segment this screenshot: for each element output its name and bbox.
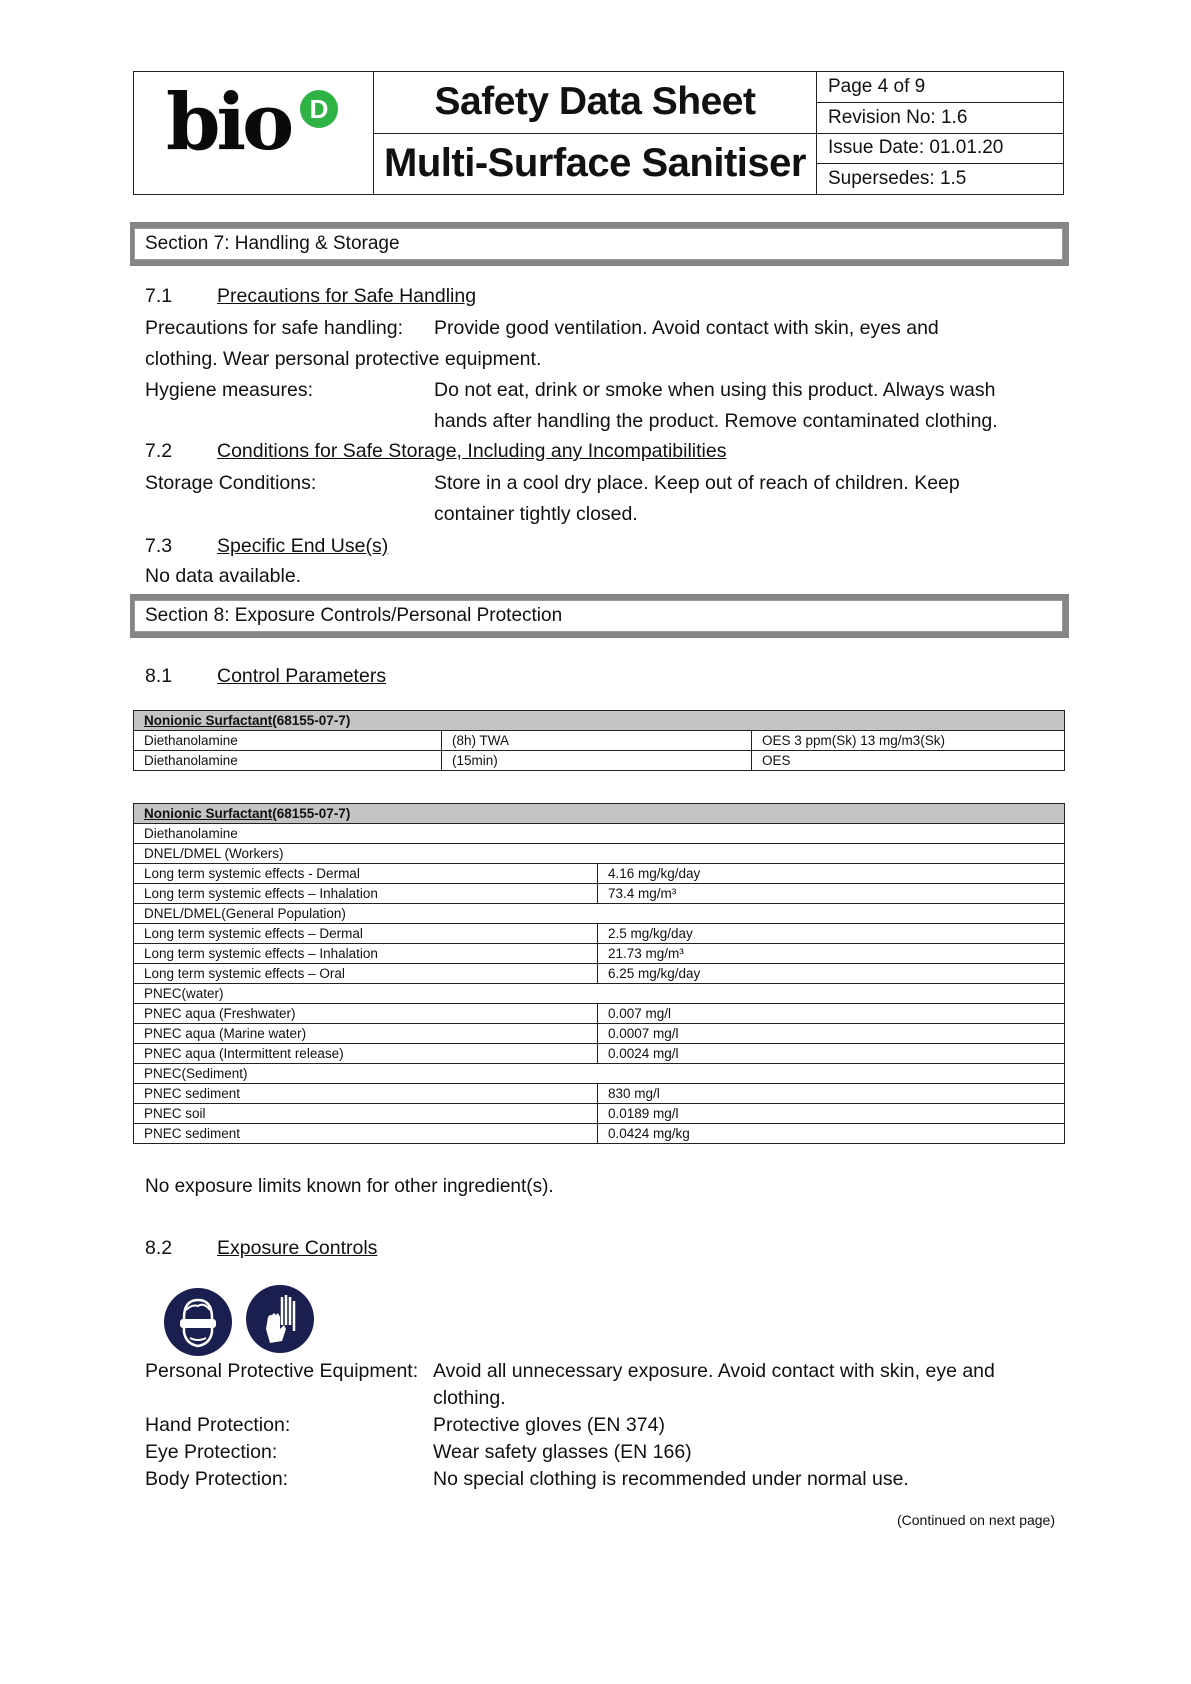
substance-name: Nonionic Surfactant — [144, 806, 273, 821]
section-8-bar — [130, 594, 1069, 638]
table-row — [134, 964, 1065, 984]
hand-protection-icon — [246, 1285, 314, 1353]
control-parameters-table — [133, 710, 1065, 771]
table-cell: (15min) — [442, 751, 752, 771]
table-cell: Diethanolamine — [134, 731, 442, 751]
eye-protection-label: Eye Protection: — [145, 1441, 278, 1463]
logo-badge: D — [300, 90, 338, 128]
table-cell: PNEC sediment — [134, 1084, 598, 1104]
table-header-row — [134, 711, 1065, 731]
table-cell: 6.25 mg/kg/day — [598, 964, 1065, 984]
storage-label: Storage Conditions: — [145, 472, 317, 494]
table-cell: PNEC aqua (Intermittent release) — [134, 1044, 598, 1064]
hygiene-label: Hygiene measures: — [145, 379, 313, 401]
issue-date: Issue Date: 01.01.20 — [817, 134, 1063, 165]
table-cell: 830 mg/l — [598, 1084, 1065, 1104]
subsection-7-2-number: 7.2 — [145, 440, 173, 462]
product-name: Multi-Surface Sanitiser — [384, 141, 806, 186]
table-header — [134, 711, 1065, 731]
table-cell: Diethanolamine — [134, 824, 1065, 844]
table-cell: 0.0024 mg/l — [598, 1044, 1065, 1064]
document-header — [133, 71, 1064, 195]
table-row — [134, 824, 1065, 844]
table-row — [134, 731, 1065, 751]
table-cell: Long term systemic effects – Inhalation — [134, 884, 598, 904]
table-header — [134, 804, 1065, 824]
storage-text-2: container tightly closed. — [434, 503, 638, 525]
handling-text-1: Provide good ventilation. Avoid contact with skin, eyes and — [434, 317, 939, 339]
section-7-title: Section 7: Handling & Storage — [134, 228, 1063, 260]
hand-protection-text: Protective gloves (EN 374) — [433, 1414, 665, 1436]
table-cell: (8h) TWA — [442, 731, 752, 751]
hygiene-text-1: Do not eat, drink or smoke when using this product. Always wash — [434, 379, 996, 401]
dnel-pnec-table — [133, 803, 1065, 1144]
table-row — [134, 1004, 1065, 1024]
page-number: Page 4 of 9 — [817, 72, 1063, 103]
table-cell: PNEC(Sediment) — [134, 1064, 1065, 1084]
table-header-row — [134, 804, 1065, 824]
ppe-label: Personal Protective Equipment: — [145, 1360, 419, 1382]
body-protection-text: No special clothing is recommended under normal use. — [433, 1468, 909, 1490]
substance-name: Nonionic Surfactant — [144, 713, 273, 728]
table-row — [134, 1024, 1065, 1044]
table-row — [134, 924, 1065, 944]
header-titles — [374, 72, 817, 194]
table-cell: OES 3 ppm(Sk) 13 mg/m3(Sk) — [752, 731, 1065, 751]
subsection-8-1-heading: Control Parameters — [217, 665, 387, 687]
table-row — [134, 884, 1065, 904]
eye-protection-text: Wear safety glasses (EN 166) — [433, 1441, 692, 1463]
table-cell: 21.73 mg/m³ — [598, 944, 1065, 964]
table-row — [134, 1084, 1065, 1104]
body-protection-label: Body Protection: — [145, 1468, 289, 1490]
handling-label: Precautions for safe handling: — [145, 317, 403, 339]
hand-protection-label: Hand Protection: — [145, 1414, 291, 1436]
section-8-title: Section 8: Exposure Controls/Personal Protection — [134, 600, 1063, 632]
table-cell: 73.4 mg/m³ — [598, 884, 1065, 904]
table-cell: 2.5 mg/kg/day — [598, 924, 1065, 944]
table-cell: DNEL/DMEL(General Population) — [134, 904, 1065, 924]
table-row — [134, 984, 1065, 1004]
section-7-bar — [130, 222, 1069, 266]
table-cell: 0.0189 mg/l — [598, 1104, 1065, 1124]
cas-number: (68155-07-7) — [272, 713, 351, 728]
subsection-7-2-heading: Conditions for Safe Storage, Including any Incompatibilities — [217, 440, 727, 462]
table-cell: Long term systemic effects – Inhalation — [134, 944, 598, 964]
subsection-8-1-number: 8.1 — [145, 665, 173, 687]
table-row — [134, 1064, 1065, 1084]
table-cell: PNEC sediment — [134, 1124, 598, 1144]
table-cell: PNEC aqua (Marine water) — [134, 1024, 598, 1044]
subsection-8-2-heading: Exposure Controls — [217, 1237, 378, 1259]
header-meta — [817, 72, 1063, 194]
eye-protection-icon — [164, 1288, 232, 1356]
table-cell: PNEC(water) — [134, 984, 1065, 1004]
revision-number: Revision No: 1.6 — [817, 103, 1063, 134]
ppe-text-2: clothing. — [433, 1387, 506, 1409]
table-row — [134, 1124, 1065, 1144]
cas-number: (68155-07-7) — [272, 806, 351, 821]
subsection-7-1-number: 7.1 — [145, 285, 173, 307]
logo — [134, 72, 374, 194]
subsection-7-3-number: 7.3 — [145, 535, 173, 557]
table-cell: 0.0007 mg/l — [598, 1024, 1065, 1044]
table-cell: 4.16 mg/kg/day — [598, 864, 1065, 884]
handling-text-2: clothing. Wear personal protective equipment. — [145, 348, 542, 370]
table-cell: Long term systemic effects - Dermal — [134, 864, 598, 884]
end-use-text: No data available. — [145, 565, 302, 587]
table-row — [134, 944, 1065, 964]
table-cell: PNEC aqua (Freshwater) — [134, 1004, 598, 1024]
no-exposure-limits-text: No exposure limits known for other ingredient(s). — [145, 1176, 554, 1197]
table-cell: PNEC soil — [134, 1104, 598, 1124]
continued-note: (Continued on next page) — [897, 1512, 1055, 1528]
table-row — [134, 751, 1065, 771]
table-row — [134, 844, 1065, 864]
document-title: Safety Data Sheet — [374, 72, 816, 134]
table-cell: OES — [752, 751, 1065, 771]
table-cell: Long term systemic effects – Oral — [134, 964, 598, 984]
table-cell: Long term systemic effects – Dermal — [134, 924, 598, 944]
table-cell: 0.007 mg/l — [598, 1004, 1065, 1024]
ppe-text-1: Avoid all unnecessary exposure. Avoid contact with skin, eye and — [433, 1360, 995, 1382]
hygiene-text-2: hands after handling the product. Remove contaminated clothing. — [434, 410, 998, 432]
table-cell: DNEL/DMEL (Workers) — [134, 844, 1065, 864]
table-row — [134, 1104, 1065, 1124]
table-row — [134, 904, 1065, 924]
subsection-8-2-number: 8.2 — [145, 1237, 173, 1259]
table-cell: Diethanolamine — [134, 751, 442, 771]
table-row — [134, 864, 1065, 884]
subsection-7-1-heading: Precautions for Safe Handling — [217, 285, 477, 307]
supersedes: Supersedes: 1.5 — [828, 168, 967, 190]
table-cell: 0.0424 mg/kg — [598, 1124, 1065, 1144]
subsection-7-3-heading: Specific End Use(s) — [217, 535, 389, 557]
table-row — [134, 1044, 1065, 1064]
logo-text: bio — [166, 77, 291, 168]
storage-text-1: Store in a cool dry place. Keep out of reach of children. Keep — [434, 472, 960, 494]
